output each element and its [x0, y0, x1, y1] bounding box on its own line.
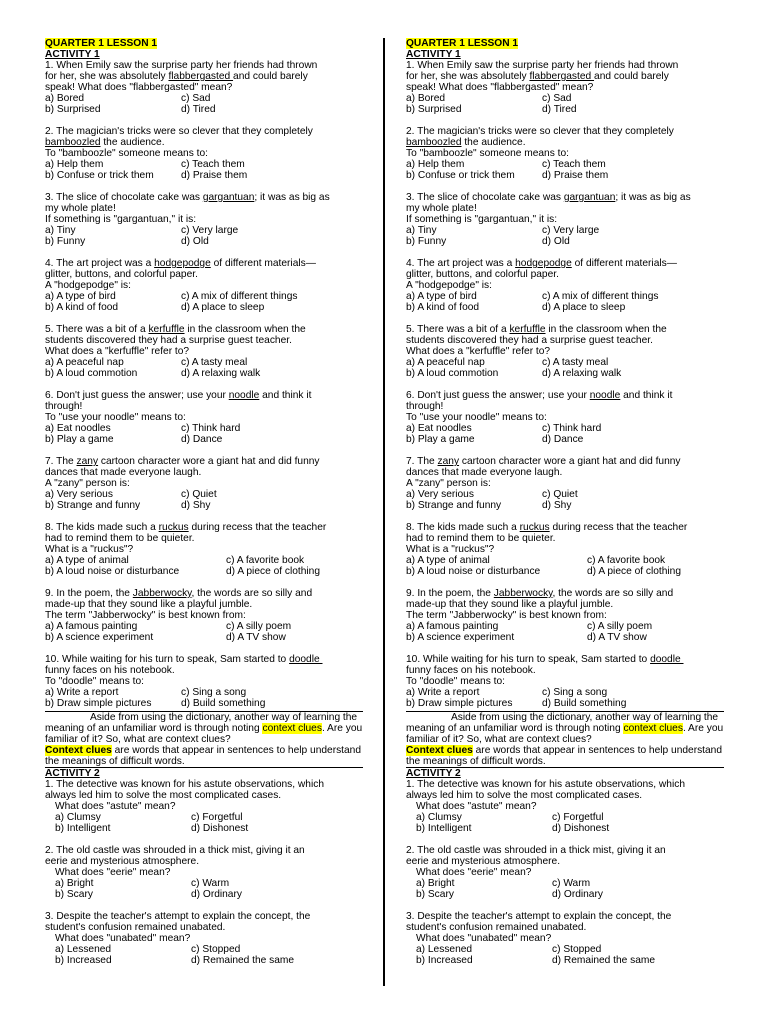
option-d: d) Build something [181, 698, 266, 709]
option-c: c) Stopped [552, 944, 602, 955]
option-b: b) Surprised [406, 104, 462, 115]
option-c: c) Sad [181, 93, 211, 104]
option-d: d) Ordinary [191, 889, 242, 900]
option-c: c) Think hard [542, 423, 602, 434]
option-c: c) A silly poem [587, 621, 653, 632]
option-c: c) Teach them [181, 159, 245, 170]
highlight-context-clues-term: Context clues [406, 745, 473, 756]
vocab-word: noodle [228, 390, 260, 401]
vocab-word: doodle [289, 654, 323, 665]
option-a: a) Write a report [406, 687, 480, 698]
option-c: c) Sing a song [181, 687, 247, 698]
activity1-title: ACTIVITY 1 [45, 49, 100, 60]
activity2-question-2: 2. The old castle was shrouded in a thick mist, giving it an eerie and mysterious atmosphere. What does "eerie" mean? a) Bright c) Warm b) Scary d) Ordinary [406, 845, 666, 900]
option-c: c) Forgetful [552, 812, 604, 823]
option-b: b) A kind of food [45, 302, 119, 313]
lesson-title: QUARTER 1 LESSON 1 [45, 38, 158, 49]
option-d: d) Build something [542, 698, 627, 709]
highlight-context-clues-term: Context clues [45, 745, 112, 756]
activity2-question-3: 3. Despite the teacher's attempt to explain the concept, the student's confusion remained unabated. What does "unabated" mean? a) Lessened c) Stopped b) Increased d) Remained the same [45, 911, 311, 966]
option-a: a) Very serious [45, 489, 113, 500]
option-d: d) Praise them [542, 170, 609, 181]
option-b: b) Draw simple pictures [45, 698, 152, 709]
vocab-word: kerfuffle [148, 324, 185, 335]
option-d: d) Remained the same [552, 955, 656, 966]
activity1-title: ACTIVITY 1 [406, 49, 461, 60]
vocab-word: bamboozled [406, 137, 462, 148]
option-a: a) Bored [406, 93, 446, 104]
vocab-word: zany [437, 456, 460, 467]
option-d: d) Old [181, 236, 209, 247]
option-d: d) A place to sleep [542, 302, 626, 313]
vocab-word: noodle [589, 390, 621, 401]
question-1: 1. When Emily saw the surprise party her friends had thrown for her, she was absolutely flabbergasted and could barely speak! What does "flabbergasted" mean? a) Bored c) Sad b) Surprised d) Tired [406, 60, 679, 115]
question-7: 7. The zany cartoon character wore a giant hat and did funny dances that made everyone laugh. A "zany" person is: a) Very serious c) Quiet b) Strange and funny d) Shy [45, 456, 320, 511]
option-a: a) Write a report [45, 687, 119, 698]
question-2: 2. The magician's tricks were so clever that they completely bamboozled the audience. To "bamboozle" someone means to: a) Help them c) Teach them b) Confuse or trick them d) Praise them [45, 126, 313, 181]
option-d: d) Dishonest [191, 823, 249, 834]
option-a: a) Clumsy [55, 812, 101, 823]
option-b: b) Intelligent [416, 823, 472, 834]
highlight-context-clues: context clues [262, 723, 322, 734]
context-clues-intro: Aside from using the dictionary, another way of learning the meaning of an unfamiliar word is through noting context clues. Are you familiar of it? So, what are context clues? [45, 712, 363, 745]
context-clues-definition: Context clues are words that appear in sentences to help understand the meanings of difficult words. [406, 745, 723, 767]
option-b: b) Scary [416, 889, 454, 900]
option-b: b) A loud noise or disturbance [406, 566, 541, 577]
option-b: b) Strange and funny [406, 500, 502, 511]
option-a: a) Tiny [406, 225, 437, 236]
option-c: c) Warm [191, 878, 230, 889]
question-3: 3. The slice of chocolate cake was gargantuan; it was as big as my whole plate! If something is "gargantuan," it is: a) Tiny c) Very large b) Funny d) Old [406, 192, 691, 247]
option-a: a) Bright [55, 878, 94, 889]
question-2: 2. The magician's tricks were so clever that they completely bamboozled the audience. To "bamboozle" someone means to: a) Help them c) Teach them b) Confuse or trick them d) Praise them [406, 126, 674, 181]
option-c: c) A mix of different things [542, 291, 659, 302]
option-a: a) Eat noodles [45, 423, 111, 434]
option-c: c) Very large [181, 225, 239, 236]
option-c: c) A mix of different things [181, 291, 298, 302]
option-b: b) Confuse or trick them [45, 170, 154, 181]
activity2-question-2: 2. The old castle was shrouded in a thick mist, giving it an eerie and mysterious atmosphere. What does "eerie" mean? a) Bright c) Warm b) Scary d) Ordinary [45, 845, 305, 900]
option-a: a) A type of animal [45, 555, 129, 566]
option-d: d) Ordinary [552, 889, 603, 900]
vocab-word: doodle [650, 654, 684, 665]
option-b: b) Funny [406, 236, 447, 247]
option-b: b) Strange and funny [45, 500, 141, 511]
option-d: d) Dance [542, 434, 584, 445]
option-a: a) Very serious [406, 489, 474, 500]
option-a: a) Bright [416, 878, 455, 889]
option-d: d) Dance [181, 434, 223, 445]
vocab-word: bamboozled [45, 137, 101, 148]
option-d: d) Remained the same [191, 955, 295, 966]
question-8: 8. The kids made such a ruckus during recess that the teacher had to remind them to be quieter. What is a "ruckus"? a) A type of animal c) A favorite book b) A loud noise or disturbance d) A piece of clothing [45, 522, 327, 577]
worksheet-column-right [406, 38, 724, 966]
question-3: 3. The slice of chocolate cake was gargantuan; it was as big as my whole plate! If something is "gargantuan," it is: a) Tiny c) Very large b) Funny d) Old [45, 192, 330, 247]
vocab-word: Jabberwocky [493, 588, 553, 599]
lesson-title: QUARTER 1 LESSON 1 [406, 38, 519, 49]
option-c: c) Very large [542, 225, 600, 236]
option-d: d) A piece of clothing [226, 566, 321, 577]
option-d: d) Shy [181, 500, 211, 511]
option-a: a) Help them [45, 159, 104, 170]
question-5: 5. There was a bit of a kerfuffle in the classroom when the students discovered they had a surprise guest teacher. What does a "kerfuffle" refer to? a) A peaceful nap c) A tasty meal b) A loud commotion d) A relaxing walk [406, 324, 667, 379]
context-clues-definition: Context clues are words that appear in sentences to help understand the meanings of difficult words. [45, 745, 362, 767]
option-b: b) Play a game [406, 434, 475, 445]
option-c: c) Teach them [542, 159, 606, 170]
activity2-title: ACTIVITY 2 [406, 767, 724, 779]
vocab-word: ruckus [519, 522, 550, 533]
question-4: 4. The art project was a hodgepodge of different materials— glitter, buttons, and colorful paper. A "hodgepodge" is: a) A type of bird c) A mix of different things b) A kind of food d) A place to sleep [45, 258, 316, 313]
activity2-title: ACTIVITY 2 [45, 767, 363, 779]
vocab-word: hodgepodge [154, 258, 211, 269]
question-6: 6. Don't just guess the answer; use your noodle and think it through! To "use your noodle" means to: a) Eat noodles c) Think hard b) Play a game d) Dance [406, 390, 673, 445]
option-c: c) A favorite book [587, 555, 666, 566]
option-a: a) A peaceful nap [45, 357, 124, 368]
option-b: b) Increased [416, 955, 473, 966]
option-a: a) Eat noodles [406, 423, 472, 434]
option-a: a) A famous painting [406, 621, 499, 632]
option-d: d) Tired [542, 104, 577, 115]
option-a: a) Bored [45, 93, 85, 104]
option-d: d) Dishonest [552, 823, 610, 834]
option-b: b) Increased [55, 955, 112, 966]
option-d: d) A place to sleep [181, 302, 265, 313]
option-b: b) Funny [45, 236, 86, 247]
option-b: b) Scary [55, 889, 93, 900]
option-a: a) A type of animal [406, 555, 490, 566]
option-a: a) Tiny [45, 225, 76, 236]
question-1: 1. When Emily saw the surprise party her friends had thrown for her, she was absolutely flabbergasted and could barely speak! What does "flabbergasted" mean? a) Bored c) Sad b) Surprised d) Tired [45, 60, 318, 115]
option-c: c) A tasty meal [542, 357, 609, 368]
highlight-context-clues: context clues [623, 723, 683, 734]
option-d: d) Tired [181, 104, 216, 115]
question-7: 7. The zany cartoon character wore a giant hat and did funny dances that made everyone laugh. A "zany" person is: a) Very serious c) Quiet b) Strange and funny d) Shy [406, 456, 681, 511]
option-c: c) A silly poem [226, 621, 292, 632]
context-clues-intro: Aside from using the dictionary, another way of learning the meaning of an unfamiliar word is through noting context clues. Are you familiar of it? So, what are context clues? [406, 712, 724, 745]
option-d: d) A TV show [587, 632, 647, 643]
question-4: 4. The art project was a hodgepodge of different materials— glitter, buttons, and colorful paper. A "hodgepodge" is: a) A type of bird c) A mix of different things b) A kind of food d) A place to sleep [406, 258, 677, 313]
option-d: d) Old [542, 236, 570, 247]
activity2-question-1: 1. The detective was known for his astute observations, which always led him to solve the most complicated cases. What does "astute" mean? a) Clumsy c) Forgetful b) Intelligent d) Dishonest [406, 779, 685, 834]
option-d: d) Praise them [181, 170, 248, 181]
option-a: a) A peaceful nap [406, 357, 485, 368]
option-d: d) A TV show [226, 632, 286, 643]
vocab-word: hodgepodge [515, 258, 572, 269]
question-9: 9. In the poem, the Jabberwocky, the words are so silly and made-up that they sound like a playful jumble. The term "Jabberwocky" is best known from: a) A famous painting c) A silly poem b) A science experiment d) A TV show [45, 588, 313, 643]
option-a: a) A type of bird [406, 291, 477, 302]
worksheet-column-left [45, 38, 363, 966]
option-b: b) A loud noise or disturbance [45, 566, 180, 577]
option-c: c) Quiet [542, 489, 578, 500]
vocab-word: ruckus [158, 522, 189, 533]
question-5: 5. There was a bit of a kerfuffle in the classroom when the students discovered they had a surprise guest teacher. What does a "kerfuffle" refer to? a) A peaceful nap c) A tasty meal b) A loud commotion d) A relaxing walk [45, 324, 306, 379]
option-b: b) A science experiment [406, 632, 515, 643]
option-a: a) Help them [406, 159, 465, 170]
option-b: b) Draw simple pictures [406, 698, 513, 709]
option-b: b) A loud commotion [406, 368, 499, 379]
option-b: b) Surprised [45, 104, 101, 115]
option-c: c) Forgetful [191, 812, 243, 823]
vocab-word: gargantuan [202, 192, 255, 203]
activity2-question-1: 1. The detective was known for his astute observations, which always led him to solve the most complicated cases. What does "astute" mean? a) Clumsy c) Forgetful b) Intelligent d) Dishonest [45, 779, 324, 834]
vocab-word: flabbergasted [529, 71, 595, 82]
option-b: b) A science experiment [45, 632, 154, 643]
option-b: b) Confuse or trick them [406, 170, 515, 181]
activity2-question-3: 3. Despite the teacher's attempt to explain the concept, the student's confusion remained unabated. What does "unabated" mean? a) Lessened c) Stopped b) Increased d) Remained the same [406, 911, 672, 966]
column-divider [383, 38, 385, 986]
option-b: b) A loud commotion [45, 368, 138, 379]
option-a: a) Clumsy [416, 812, 462, 823]
vocab-word: kerfuffle [509, 324, 546, 335]
option-c: c) Warm [552, 878, 591, 889]
option-b: b) A kind of food [406, 302, 480, 313]
option-c: c) Stopped [191, 944, 241, 955]
option-b: b) Play a game [45, 434, 114, 445]
option-c: c) Sing a song [542, 687, 608, 698]
option-c: c) Quiet [181, 489, 217, 500]
vocab-word: zany [76, 456, 99, 467]
vocab-word: gargantuan [563, 192, 616, 203]
question-9: 9. In the poem, the Jabberwocky, the words are so silly and made-up that they sound like a playful jumble. The term "Jabberwocky" is best known from: a) A famous painting c) A silly poem b) A science experiment d) A TV show [406, 588, 674, 643]
question-6: 6. Don't just guess the answer; use your noodle and think it through! To "use your noodle" means to: a) Eat noodles c) Think hard b) Play a game d) Dance [45, 390, 312, 445]
option-a: a) Lessened [55, 944, 112, 955]
option-d: d) A relaxing walk [181, 368, 261, 379]
option-a: a) A famous painting [45, 621, 138, 632]
question-10: 10. While waiting for his turn to speak, Sam started to doodle funny faces on his notebook. To "doodle" means to: a) Write a report c) Sing a song b) Draw simple pictures d) Build something [406, 654, 684, 709]
question-8: 8. The kids made such a ruckus during recess that the teacher had to remind them to be quieter. What is a "ruckus"? a) A type of animal c) A favorite book b) A loud noise or disturbance d) A piece of clothing [406, 522, 688, 577]
question-10: 10. While waiting for his turn to speak, Sam started to doodle funny faces on his notebook. To "doodle" means to: a) Write a report c) Sing a song b) Draw simple pictures d) Build something [45, 654, 323, 709]
option-d: d) Shy [542, 500, 572, 511]
option-a: a) A type of bird [45, 291, 116, 302]
option-c: c) A tasty meal [181, 357, 248, 368]
vocab-word: flabbergasted [168, 71, 234, 82]
option-a: a) Lessened [416, 944, 473, 955]
option-c: c) Think hard [181, 423, 241, 434]
vocab-word: Jabberwocky [132, 588, 192, 599]
option-c: c) A favorite book [226, 555, 305, 566]
option-d: d) A piece of clothing [587, 566, 682, 577]
option-b: b) Intelligent [55, 823, 111, 834]
option-c: c) Sad [542, 93, 572, 104]
option-d: d) A relaxing walk [542, 368, 622, 379]
